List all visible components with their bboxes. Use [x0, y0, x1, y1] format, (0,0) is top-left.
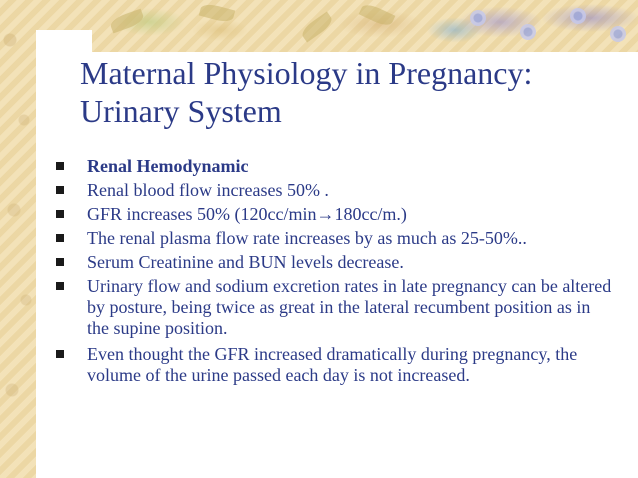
bullet-text: The renal plasma flow rate increases by as much as 25-50%..: [87, 228, 527, 248]
decorative-side-strip: [0, 0, 36, 478]
list-item: [56, 204, 616, 225]
decorative-banner: [0, 0, 638, 52]
leaf-decoration: [199, 2, 235, 24]
square-bullet-icon: [56, 162, 64, 170]
bullet-text-after: 180cc/m.): [334, 204, 407, 224]
flower-decoration: [520, 24, 536, 40]
bullet-text: Urinary flow and sodium excretion rates in late pregnancy can be altered by posture, being twice as great in the lateral recumbent position as in the supine position.: [87, 276, 612, 338]
bullet-text-before: GFR increases 50% (120cc/min: [87, 204, 317, 224]
square-bullet-icon: [56, 258, 64, 266]
arrow-icon: →: [316, 204, 335, 224]
square-bullet-icon: [56, 282, 64, 290]
leaf-decoration: [359, 1, 396, 28]
flower-decoration: [610, 26, 626, 42]
bullet-text: Serum Creatinine and BUN levels decrease.: [87, 252, 404, 272]
square-bullet-icon: [56, 210, 64, 218]
bullet-text: Even thought the GFR increased dramatically during pregnancy, the volume of the urine passed each day is not increased.: [87, 344, 578, 385]
list-item: [56, 276, 616, 339]
slide-title: [80, 54, 620, 130]
square-bullet-icon: [56, 186, 64, 194]
square-bullet-icon: [56, 350, 64, 358]
flower-decoration: [470, 10, 486, 26]
list-item: [56, 180, 616, 201]
list-item: [56, 156, 616, 177]
title-line-2: Urinary System: [80, 93, 282, 129]
list-item: [56, 252, 616, 273]
bullet-list: [56, 156, 616, 391]
list-item: [56, 344, 616, 386]
list-item: [56, 228, 616, 249]
flower-decoration: [570, 8, 586, 24]
leaf-decoration: [299, 12, 335, 43]
square-bullet-icon: [56, 234, 64, 242]
banner-notch: [36, 30, 92, 52]
bullet-text: Renal Hemodynamic: [87, 156, 249, 176]
leaf-decoration: [109, 9, 146, 34]
title-line-1: Maternal Physiology in Pregnancy:: [80, 55, 533, 91]
bullet-text: Renal blood flow increases 50% .: [87, 180, 329, 200]
